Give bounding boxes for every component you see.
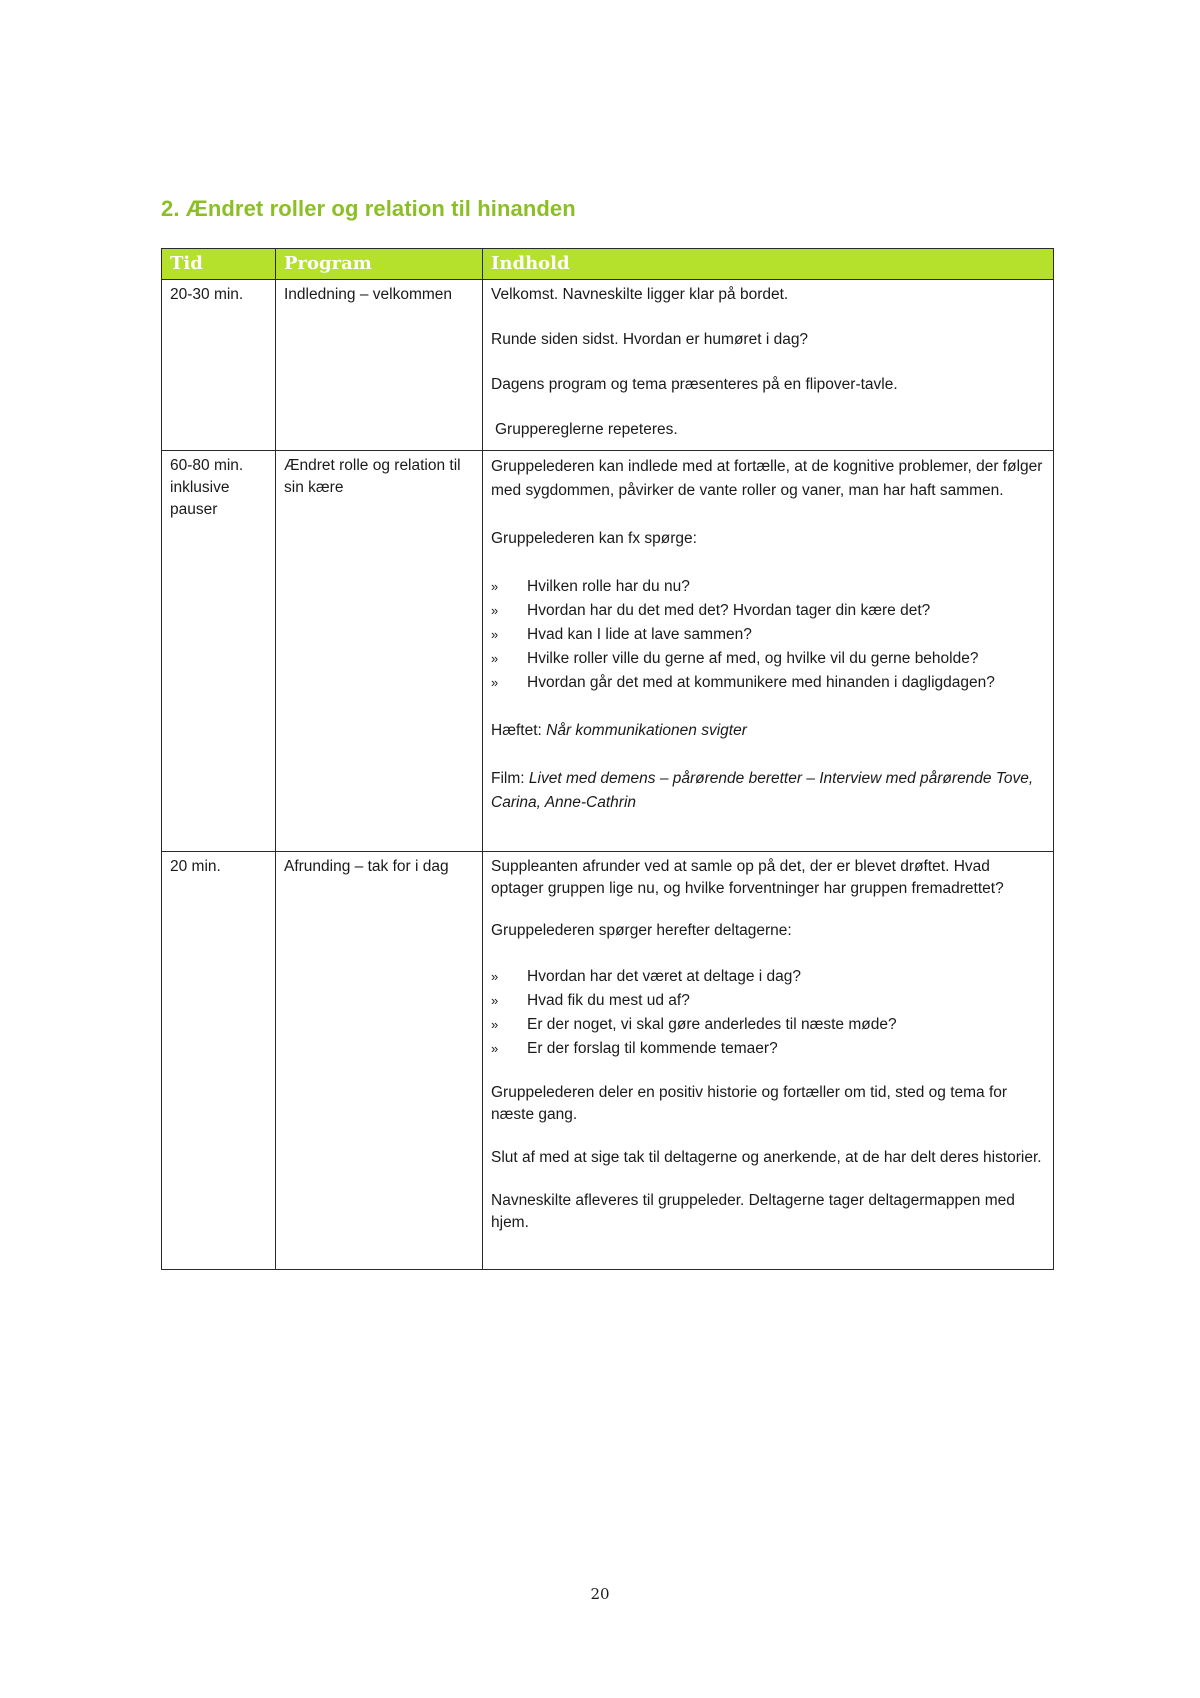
bullet-marker: » bbox=[491, 579, 499, 594]
content-paragraph: Gruppelederen kan indlede med at fortælle, at de kognitive problemer, der følger med sygdommen, påvirker de vante roller og vaner, man har haft sammen. bbox=[491, 458, 1043, 499]
cell-program: Indledning – velkommen bbox=[276, 280, 483, 451]
bullet-marker: » bbox=[491, 969, 499, 984]
table-row bbox=[162, 451, 1054, 852]
content-paragraph: Suppleanten afrunder ved at samle op på det, der er blevet drøftet. Hvad optager gruppen lige nu, og hvilke forventninger har gruppen fremadrettet? bbox=[491, 858, 1004, 897]
bullet-marker: » bbox=[491, 603, 499, 618]
page-title: 2. Ændret roller og relation til hinanden bbox=[161, 196, 576, 221]
list-item bbox=[491, 575, 1045, 599]
cell-program: Afrunding – tak for i dag bbox=[276, 852, 483, 1270]
cell-indhold bbox=[483, 451, 1054, 852]
film-label: Film: bbox=[491, 770, 529, 787]
list-item bbox=[491, 599, 1045, 623]
cell-program: Ændret rolle og relation til sin kære bbox=[276, 451, 483, 852]
list-item-text: Hvilke roller ville du gerne af med, og hvilke vil du gerne beholde? bbox=[527, 650, 979, 667]
content-paragraph: Gruppelederen deler en positiv historie og fortæller om tid, sted og tema for næste gang. bbox=[491, 1084, 1008, 1123]
list-item bbox=[491, 671, 1045, 695]
content-paragraph: Dagens program og tema præsenteres på en flipover-tavle. bbox=[491, 376, 898, 393]
film-title: Livet med demens – pårørende beretter – Interview med pårørende Tove, Carina, Anne-Cathrin bbox=[491, 770, 1034, 811]
booklet-reference bbox=[491, 719, 1045, 743]
list-item bbox=[491, 623, 1045, 647]
content-paragraph: Navneskilte afleveres til gruppeleder. Deltagerne tager deltagermappen med hjem. bbox=[491, 1192, 1015, 1231]
column-header-tid: Tid bbox=[162, 249, 276, 280]
booklet-title: Når kommunikationen svigter bbox=[546, 722, 747, 739]
cell-indhold bbox=[483, 280, 1054, 451]
list-item-text: Er der forslag til kommende temaer? bbox=[527, 1040, 778, 1057]
list-item-text: Er der noget, vi skal gøre anderledes til næste møde? bbox=[527, 1016, 897, 1033]
list-item-text: Hvordan går det med at kommunikere med hinanden i dagligdagen? bbox=[527, 674, 995, 691]
question-list bbox=[491, 575, 1045, 695]
column-header-program: Program bbox=[276, 249, 483, 280]
bullet-marker: » bbox=[491, 627, 499, 642]
list-item-text: Hvilken rolle har du nu? bbox=[527, 578, 690, 595]
bullet-marker: » bbox=[491, 993, 499, 1008]
content-paragraph: Velkomst. Navneskilte ligger klar på bordet. bbox=[491, 286, 789, 303]
content-paragraph: Gruppereglerne repeteres. bbox=[495, 421, 678, 438]
column-header-indhold: Indhold bbox=[483, 249, 1054, 280]
bullet-marker: » bbox=[491, 675, 499, 690]
bullet-marker: » bbox=[491, 1041, 499, 1056]
bullet-marker: » bbox=[491, 1017, 499, 1032]
list-item bbox=[491, 1013, 1045, 1037]
table-row bbox=[162, 852, 1054, 1270]
question-list bbox=[491, 965, 1045, 1061]
list-item-text: Hvad kan I lide at lave sammen? bbox=[527, 626, 752, 643]
content-paragraph: Runde siden sidst. Hvordan er humøret i dag? bbox=[491, 331, 809, 348]
cell-indhold bbox=[483, 852, 1054, 1270]
list-item-text: Hvordan har det været at deltage i dag? bbox=[527, 968, 802, 985]
cell-tid: 20 min. bbox=[162, 852, 276, 1270]
list-item bbox=[491, 647, 1045, 671]
program-table bbox=[161, 248, 1054, 1270]
content-paragraph: Slut af med at sige tak til deltagerne og anerkende, at de har delt deres historier. bbox=[491, 1149, 1042, 1166]
list-item bbox=[491, 1037, 1045, 1061]
content-paragraph: Gruppelederen kan fx spørge: bbox=[491, 530, 697, 547]
list-item-text: Hvad fik du mest ud af? bbox=[527, 992, 690, 1009]
cell-tid: 20-30 min. bbox=[162, 280, 276, 451]
film-reference bbox=[491, 767, 1045, 815]
table-header-row bbox=[162, 249, 1054, 280]
content-paragraph: Gruppelederen spørger herefter deltagerne: bbox=[491, 922, 792, 939]
booklet-label: Hæftet: bbox=[491, 722, 547, 739]
table-row bbox=[162, 280, 1054, 451]
list-item-text: Hvordan har du det med det? Hvordan tager din kære det? bbox=[527, 602, 931, 619]
bullet-marker: » bbox=[491, 651, 499, 666]
list-item bbox=[491, 989, 1045, 1013]
list-item bbox=[491, 965, 1045, 989]
cell-tid: 60-80 min. inklusive pauser bbox=[162, 451, 276, 852]
page-number: 20 bbox=[590, 1585, 610, 1603]
